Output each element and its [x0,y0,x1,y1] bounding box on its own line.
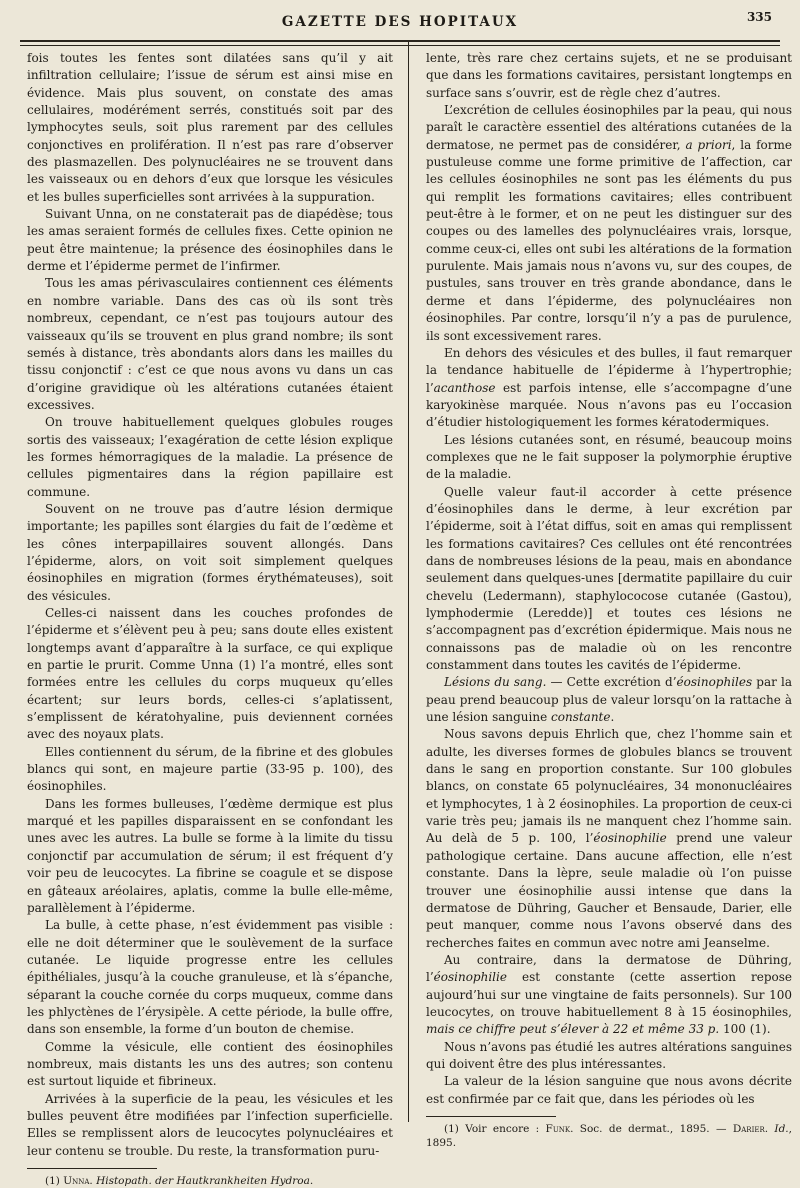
text-run: . [610,710,615,725]
paragraph: Comme la vésicule, elle contient des éosinophiles nombreux, mais distants les uns des autres; son contenu est surtout liquide et fibrineux. [27,1039,393,1089]
page-number: 335 [746,10,772,24]
paragraph [426,952,792,1039]
footnote-author: Darier [732,1122,765,1135]
text-run: , la forme pustuleuse comme une forme primitive de l’affection, car les cellules éosinophiles ne sont pas les éléments du pus qui remplit les formations cavitaires; elles contribuent peut-être à le former, et on ne peut les distinguer sur des coupes ou des lamelles des polynucléaires vrais, lorsque, comme ceux-ci, elles ont subi les altérations de la formation purulente. Mais jamais nous n’avons vu, sur des coupes, de pustules, sans trouver en très grande abondance, dans le derme et dans l’épiderme, des polynucléaires non éosinophiles. Par contre, lorsqu’il n’y a pas de purulence, ils sont excessivement rares. [426,137,792,343]
running-head [0,10,800,34]
italic-term: éosinophilie [593,831,667,846]
paragraph [426,674,792,726]
paragraph: Tous les amas périvasculaires contiennent ces éléments en nombre variable. Dans des cas où ils sont très nombreux, cependant, ce n’est pas toujours autour des vaisseaux qu’ils se trouvent en plus grand nombre; ils sont semés à distance, très abondants alors dans les mailles du tissu conjonctif : c’est ce que nous avons vu dans un cas d’origine gravidique où les altérations cutanées étaient excessives. [27,276,393,412]
section-heading: Lésions du sang. [444,675,547,690]
paragraph: Suivant Unna, on ne constaterait pas de diapédèse; tous les amas seraient formés de cellules fixes. Cette opinion ne peut être maintenue; la présence des éosinophiles dans le derme et l’épiderme permet de l’infirmer. [27,207,393,274]
footnote-number: (1) [45,1175,64,1187]
paragraph: Elles contiennent du sérum, de la fibrine et des globules blancs qui sont, en majeure partie (33-95 p. 100), des éosinophiles. [27,744,393,794]
paragraph: Arrivées à la superficie de la peau, les vésicules et les bulles peuvent être modifiées par l’infection superficielle. Elles se remplissent alors de leucocytes polynucléaires et leur contenu se trouble. Du reste, la transformation puru- [27,1091,393,1158]
text-run: L’excrétion de cellules éosinophiles par la peau, qui nous paraît le caractère essentiel des altérations cutanées de la dermatose, ne permet pas de considérer, [426,103,792,152]
footnote-author: Funk [545,1122,571,1135]
paragraph: Les lésions cutanées sont, en résumé, beaucoup moins complexes que ne le fait supposer la polymorphie éruptive de la maladie. [426,432,792,482]
italic-term: mais ce chiffre peut s’élever à 22 et même 33 p. [426,1022,720,1037]
column-divider [408,42,409,1122]
paragraph: Nous n’avons pas étudié les autres altérations sanguines qui doivent être des plus intéressantes. [426,1039,792,1071]
text-run: par la peau prend beaucoup plus de valeur lorsqu’on la rattache à une lésion sanguine [426,675,792,725]
footnote-title: Histopath. der Hautkrankheiten Hydroa. [96,1175,314,1187]
text-run: Au contraire, dans la dermatose de Dühring, l’ [426,952,792,985]
paragraph: lente, très rare chez certains sujets, et ne se produisant que dans les formations cavitaires, persistant longtemps en surface sans s’ouvrir, est de règle chez d’autres. [426,51,792,100]
italic-term: éosinophiles [676,675,753,690]
text-run: Nous savons depuis Ehrlich que, chez l’homme sain et adulte, les diverses formes de globules blancs se trouvent dans le sang en proportion constante. Sur 100 globules blancs, on constate 65 polynucléaires, 34 mononucléaires et lymphocytes, 1 à 2 éosinophiles. La proportion de ceux-ci varie très peu; jamais ils ne manquent chez l’homme sain. Au delà de 5 p. 100, l’ [426,727,792,846]
text-run: prend une valeur pathologique certaine. Dans aucune affection, elle n’est constante. Dans la lèpre, seule maladie où l’on puisse trouver une éosinophilie aussi intense que dans la dermatose de Dühring, Gaucher et Bensaude, Darier, elle peut manquer, comme nous l’avons observé dans des recherches faites en commun avec notre ami Jeanselme. [426,831,792,950]
footnote-rule [27,1168,157,1169]
text-run: . [764,1122,775,1135]
paragraph: La valeur de la lésion sanguine que nous avons décrite est confirmée par ce fait que, dans les périodes où les [426,1074,792,1106]
italic-term: éosinophilie [433,970,507,985]
paragraph: Quelle valeur faut-il accorder à cette présence d’éosinophiles dans le derme, à leur excrétion par l’épiderme, soit à l’état diffus, soit en amas qui remplissent les formations cavitaires? Ces cellules ont été rencontrées dans de nombreuses lésions de la peau, mais en abondance seulement dans quelques-unes [dermatite papillaire du cuir chevelu (Ledermann), staphylococose cutanée (Gastou), lymphodermie (Leredde)] et toutes ces lésions ne s’accompagnent pas d’excrétion épidermique. Mais nous ne connaissons pas de maladie où on les rencontre constamment dans toutes les cavités de l’épiderme. [426,484,792,673]
italic-term: constante [551,710,611,725]
footnote-author: Unna [63,1175,90,1187]
italic-term: acanthose [433,380,496,395]
italic-term: a priori [685,137,732,152]
footnote-rule [426,1116,556,1117]
paragraph [426,345,792,432]
text-run: (1) Voir encore : [444,1122,546,1135]
header-rule [20,40,780,42]
paragraph: On trouve habituellement quelques globules rouges sortis des vaisseaux; l’exagération de cette lésion explique les formes hémorragiques de la maladie. La présence de cellules pigmentaires dans la région papillaire est commune. [27,415,393,499]
paragraph: Celles-ci naissent dans les couches profondes de l’épiderme et s’élèvent peu à peu; sans doute elles existent longtemps avant d’apparaître à la surface, ce qui explique en partie le prurit. Comme Unna (1) l’a montré, elles sont formées entre les cellules du corps muqueux qu’elles écartent; sur leurs bords, celles-ci s’aplatissent, s’emplissent de kératohyaline, puis deviennent cornées avec des noyaux plats. [27,606,393,742]
text-run: — Cette excrétion d’ [546,675,677,690]
footnote [426,1122,792,1150]
text-run: 100 (1). [719,1022,771,1037]
text-run: est parfois intense, elle s’accompagne d’une karyokinèse marquée. Nous n’avons pas eu l’occasion d’étudier histologiquement les formes kératodermiques. [426,380,792,430]
paragraph: La bulle, à cette phase, n’est évidemment pas visible : elle ne doit déterminer que le soulèvement de la surface cutanée. Le liquide progresse entre les cellules épithéliales, jusqu’à la couche granuleuse, et là s’épanche, séparant la couche cornée du corps muqueux, comme dans les phlyctènes de l’érysipèle. A cette période, la bulle offre, dans son ensemble, la forme d’un bouton de chemise. [27,918,393,1037]
journal-title: GAZETTE DES HOPITAUX [281,14,519,30]
paragraph: Dans les formes bulleuses, l’œdème dermique est plus marqué et les papilles disparaissent en se confondant les unes avec les autres. La bulle se forme à la limite du tissu conjonctif par accumulation de sérum; il est fréquent d’y voir peu de leucocytes. La fibrine se coagule et se dispose en gâteaux aréolaires, aplatis, comme la bulle elle-même, parallèlement à l’épiderme. [27,796,393,915]
header-rule-thin [20,45,780,46]
right-column [426,50,792,1150]
text-run: . Soc. de dermat., 1895. — [570,1122,733,1135]
text-run: , 1895. [426,1122,792,1149]
text-run: En dehors des vésicules et des bulles, il faut remarquer la tendance habituelle de l’épiderme à l’hypertrophie; l’ [426,345,792,395]
footnote: (1) Unna. Histopath. der Hautkrankheiten Hydroa. [45,1175,314,1187]
text-run: est constante (cette assertion repose aujourd’hui sur une vingtaine de faits personnels). Sur 100 leucocytes, on trouve habituellement 8 à 15 éosinophiles, [426,970,792,1019]
paragraph: Souvent on ne trouve pas d’autre lésion dermique importante; les papilles sont élargies du fait de l’œdème et les cônes interpapillaires souvent allongés. Dans l’épiderme, alors, on voit soit simplement quelques éosinophiles en migration (formes érythémateuses), soit des vésicules. [27,501,393,603]
paragraph [426,726,792,951]
left-column [27,50,393,1188]
paragraph [426,102,792,345]
italic-term: Id. [774,1122,789,1135]
paragraph: fois toutes les fentes sont dilatées sans qu’il y ait infiltration cellulaire; l’issue de sérum est ainsi mise en évidence. Mais plus souvent, on constate des amas cellulaires, modérément serrés, constitués soit par des lymphocytes seuls, soit plus rarement par des cellules conjonctives en prolifération. Il n’est pas rare d’observer des plasmazellen. Des polynucléaires ne se trouvent dans les vaisseaux ou en dehors d’eux que lorsque les vésicules et les bulles superficielles sont arrivées à la suppuration. [27,51,393,204]
